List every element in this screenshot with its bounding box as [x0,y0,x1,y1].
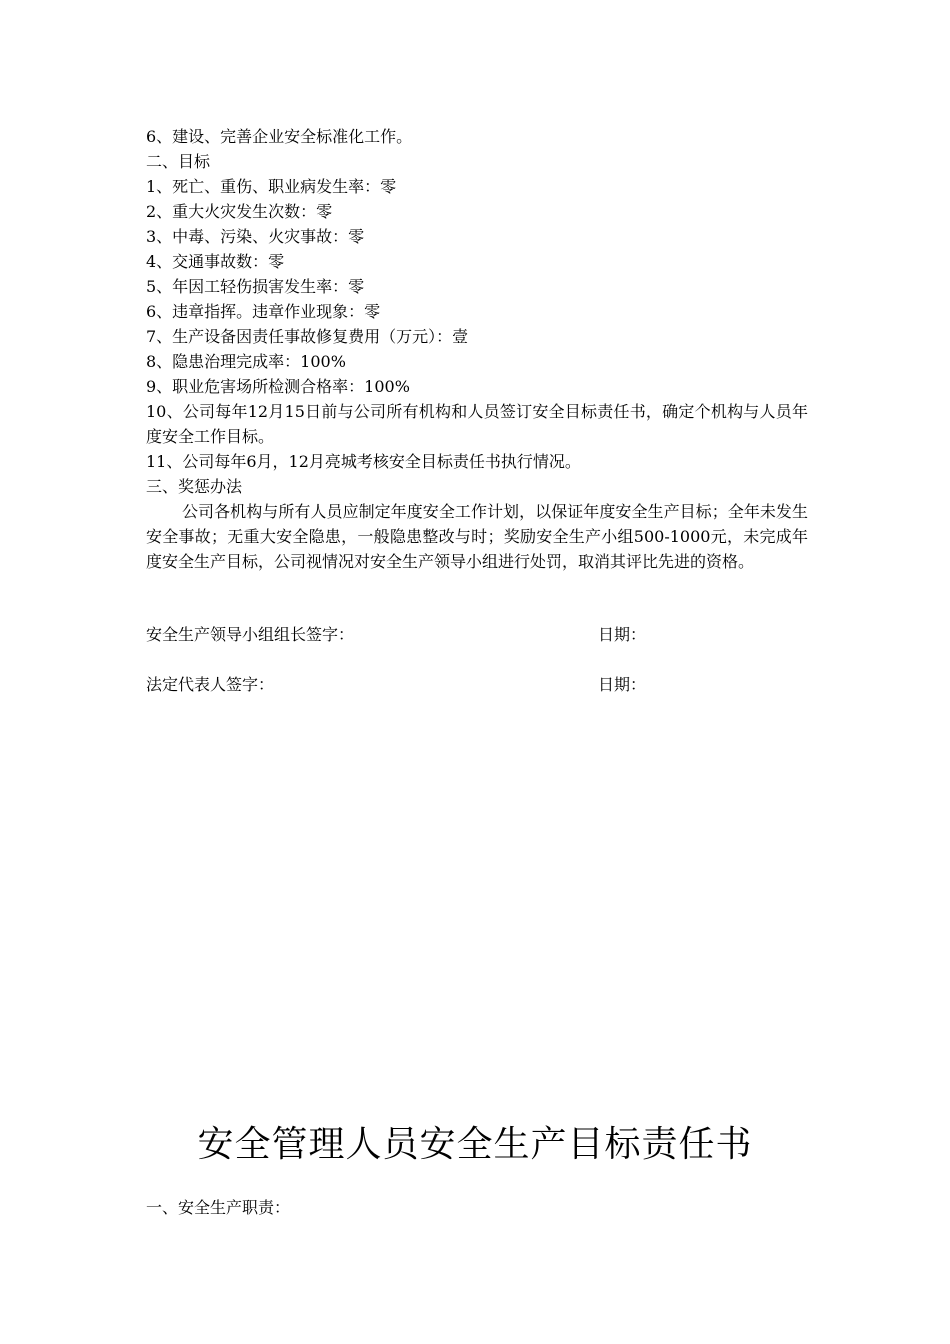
target-item-9: 9、职业危害场所检测合格率：100% [146,377,410,396]
target-item-11: 11、公司每年6月，12月亮城考核安全目标责任书执行情况。 [146,452,581,471]
item-6-standardization: 6、建设、完善企业安全标准化工作。 [146,127,413,146]
target-item-8: 8、隐患治理完成率：100% [146,352,346,371]
target-item-5: 5、年因工轻伤损害发生率：零 [146,277,365,296]
document-body [146,124,808,574]
target-item-7: 7、生产设备因责任事故修复费用（万元）：壹 [146,327,469,346]
legal-signature-row [146,672,808,697]
section-3-heading: 三、奖惩办法 [146,477,243,496]
target-item-10: 10、公司每年12月15日前与公司所有机构和人员签订安全目标责任书，确定个机构与人员年度安全工作目标。 [146,402,808,446]
signature-block [146,622,808,697]
leader-signature-label: 安全生产领导小组组长签字： [146,625,355,644]
target-item-2: 2、重大火灾发生次数：零 [146,202,333,221]
section-1-heading: 一、安全生产职责： [146,1198,291,1217]
leader-signature-row [146,622,808,647]
legal-signature-label: 法定代表人签字： [146,675,275,694]
target-item-4: 4、交通事故数：零 [146,252,285,271]
target-item-6: 6、违章指挥。违章作业现象：零 [146,302,381,321]
document-title: 安全管理人员安全生产目标责任书 [197,1124,753,1165]
target-item-3: 3、中毒、污染、火灾事故：零 [146,227,365,246]
legal-date-label: 日期： [598,675,647,694]
section-2-heading: 二、目标 [146,152,211,171]
target-item-1: 1、死亡、重伤、职业病发生率：零 [146,177,397,196]
leader-date-label: 日期： [598,625,647,644]
section-3-paragraph: 公司各机构与所有人员应制定年度安全工作计划，以保证年度安全生产目标；全年未发生安全事故；无重大安全隐患，一般隐患整改与时；奖励安全生产小组500-1000元，未完成年度安全生产目标，公司视情况对安全生产领导小组进行处罚，取消其评比先进的资格。 [146,502,808,571]
